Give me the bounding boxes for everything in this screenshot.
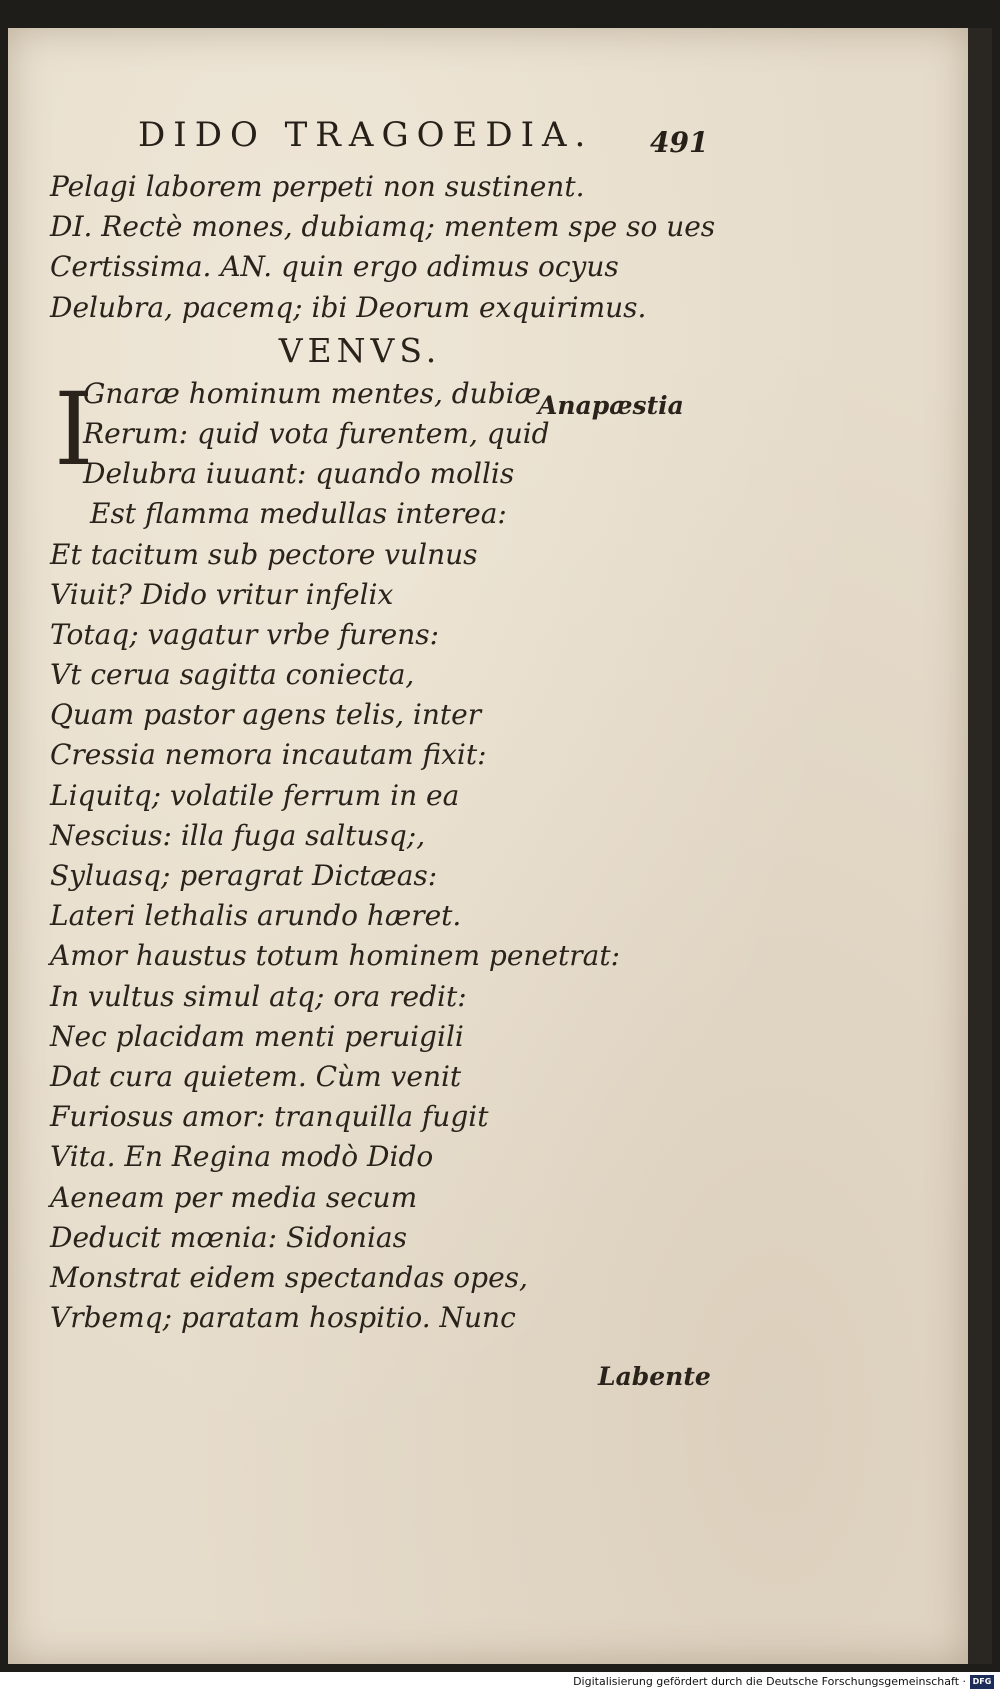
verse-line: Nec placidam menti peruigili bbox=[50, 1019, 464, 1053]
verse-line: Liquitq; volatile ferrum in ea bbox=[50, 778, 460, 812]
verse-line: Furiosus amor: tranquilla fugit bbox=[50, 1100, 489, 1134]
main-text bbox=[50, 167, 716, 1338]
verse-line: Vrbemq; paratam hospitio. Nunc bbox=[50, 1301, 516, 1335]
digitization-credit: Digitalisierung gefördert durch die Deutsche Forschungsgemeinschaft · bbox=[573, 1675, 966, 1688]
running-head: DIDO TRAGOEDIA. bbox=[138, 115, 594, 155]
verse-line: Viuit? Dido vritur infelix bbox=[50, 577, 394, 611]
verse-line: Vita. En Regina modò Dido bbox=[50, 1140, 434, 1174]
verse-line: Dat cura quietem. Cùm venit bbox=[50, 1059, 462, 1093]
dialogue-line: DI. Rectè mones, dubiamq; mentem spe so ues bbox=[50, 210, 716, 244]
verse-line: Cressia nemora incautam fixit: bbox=[50, 738, 487, 772]
verse-text: Rerum: quid vota furentem, quid bbox=[83, 416, 550, 450]
verse-line: Lateri lethalis arundo hæret. bbox=[50, 899, 462, 933]
verse-line: Nescius: illa fuga saltusq;, bbox=[50, 818, 426, 852]
dialogue-line: Delubra, pacemq; ibi Deorum exquirimus. bbox=[50, 290, 647, 324]
verse-line: Aeneam per media secum bbox=[50, 1180, 418, 1214]
verse-line bbox=[50, 454, 670, 494]
speaker-heading: VENVS. bbox=[278, 330, 442, 370]
verse-text: Est flamma medullas interea: bbox=[90, 497, 507, 531]
page-number: 491 bbox=[650, 126, 709, 159]
verse-line: Totaq; vagatur vrbe furens: bbox=[50, 617, 440, 651]
verse-line: Et tacitum sub pectore vulnus bbox=[50, 537, 478, 571]
drop-cap: I bbox=[54, 370, 94, 488]
verse-line: Monstrat eidem spectandas opes, bbox=[50, 1260, 528, 1294]
verse-line: Syluasq; peragrat Dictæas: bbox=[50, 859, 438, 892]
catchword: Labente bbox=[598, 1362, 711, 1391]
verse-line: Amor haustus totum hominem penetrat: bbox=[50, 939, 621, 973]
verse-line bbox=[50, 494, 670, 534]
margin-note: Anapæstia bbox=[538, 391, 684, 420]
verse-line: Vt cerua sagitta coniecta, bbox=[50, 658, 415, 692]
verse-text: Delubra iuuant: quando mollis bbox=[83, 457, 515, 491]
verse-line: Deducit mœnia: Sidonias bbox=[50, 1220, 407, 1254]
verse-line: Quam pastor agens telis, inter bbox=[50, 698, 482, 732]
page-edge-shadow bbox=[968, 28, 992, 1664]
verse-line: In vultus simul atq; ora redit: bbox=[50, 979, 467, 1013]
verse-text: Gnaræ hominum mentes, dubiæ bbox=[83, 376, 541, 410]
dialogue-line: Pelagi laborem perpeti non sustinent. bbox=[50, 170, 585, 203]
dialogue-line: Certissima. AN. quin ergo adimus ocyus bbox=[50, 250, 619, 284]
dfg-logo: DFG bbox=[970, 1675, 994, 1689]
